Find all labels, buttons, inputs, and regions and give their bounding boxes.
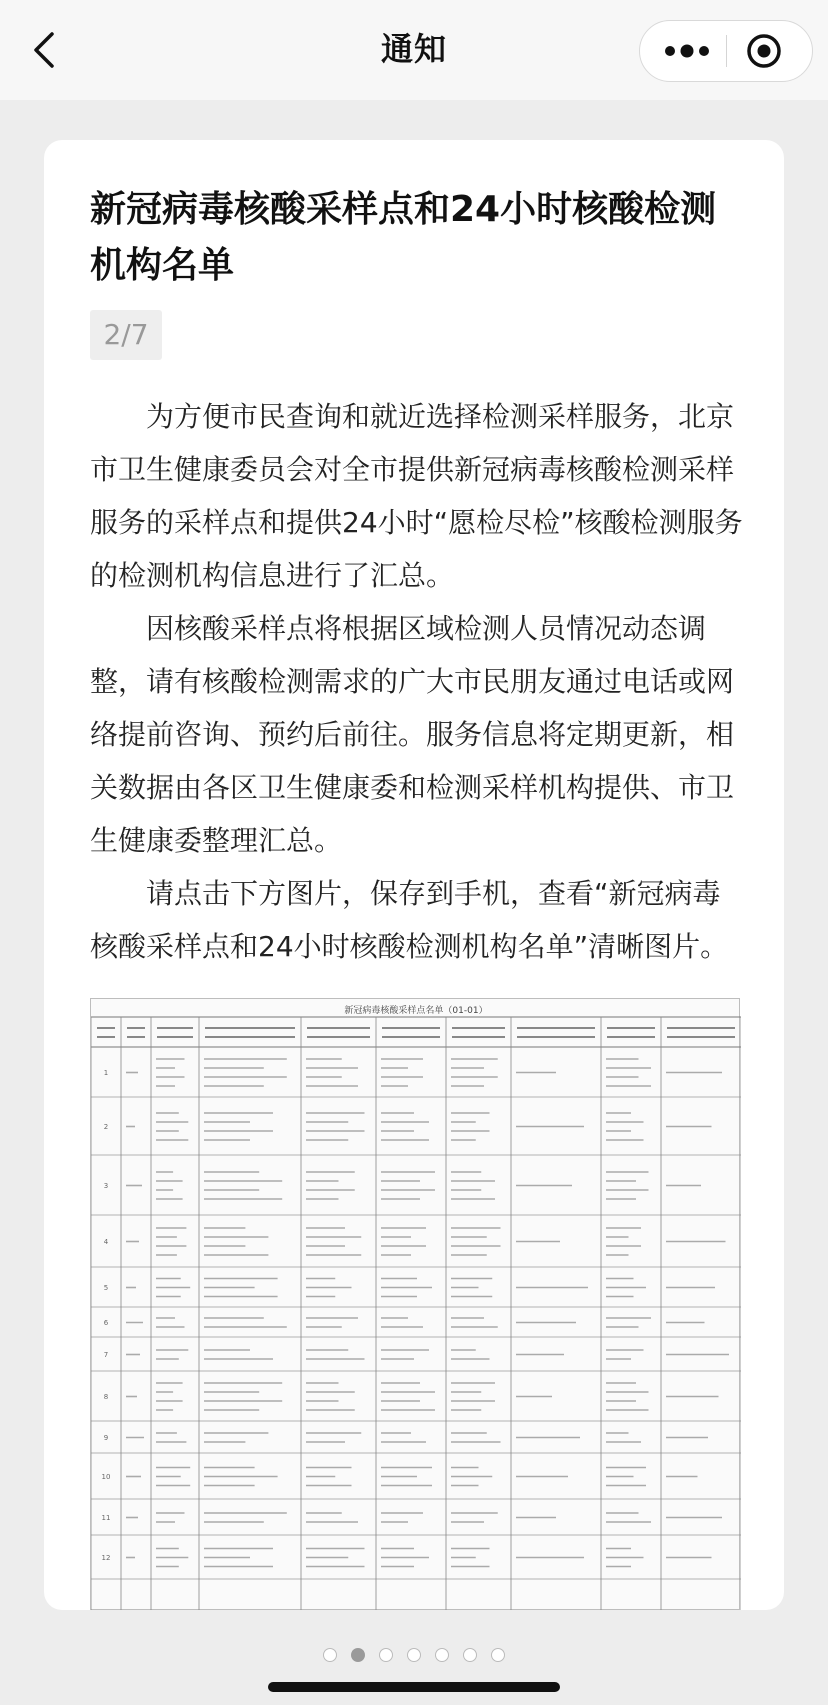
- nav-title: 通知: [380, 30, 447, 68]
- capsule-divider: [726, 35, 727, 67]
- table-row-number: 2: [103, 1123, 109, 1131]
- pager-dot[interactable]: [435, 1648, 449, 1662]
- top-nav-bar: [0, 0, 828, 100]
- table-row-number: 9: [103, 1434, 109, 1442]
- document-table-image[interactable]: [90, 998, 740, 1610]
- table-row-number: 12: [101, 1554, 111, 1562]
- table-row-number: 11: [101, 1514, 111, 1522]
- paragraph: 为方便市民查询和就近选择检测采样服务，北京市卫生健康委员会对全市提供新冠病毒核酸检测采样服务的采样点和提供24小时“愿检尽检”核酸检测服务的检测机构信息进行了汇总。: [90, 400, 743, 592]
- article-card: [44, 140, 784, 1610]
- pager-dot[interactable]: [351, 1648, 365, 1662]
- home-indicator[interactable]: [268, 1682, 560, 1692]
- paragraph: 因核酸采样点将根据区域检测人员情况动态调整，请有核酸检测需求的广大市民朋友通过电话或网络提前咨询、预约后前往。服务信息将定期更新，相关数据由各区卫生健康委和检测采样机构提供、市卫生健康委整理汇总。: [90, 612, 735, 857]
- pager-dot[interactable]: [407, 1648, 421, 1662]
- pager-dot[interactable]: [379, 1648, 393, 1662]
- page-indicator-badge: 2/7: [90, 310, 162, 360]
- pager-dot[interactable]: [491, 1648, 505, 1662]
- table-rows: [102, 1059, 729, 1567]
- mini-program-capsule: [639, 20, 813, 82]
- more-dots-icon[interactable]: [662, 37, 712, 65]
- table-row-number: 4: [103, 1238, 109, 1246]
- table-row-number: 1: [103, 1069, 109, 1077]
- pager-dot[interactable]: [463, 1648, 477, 1662]
- pager-dot[interactable]: [323, 1648, 337, 1662]
- table-row-number: 8: [103, 1393, 109, 1401]
- table-row-number: 10: [101, 1473, 111, 1481]
- article-body: [90, 390, 746, 973]
- table-grid: [91, 1017, 741, 1610]
- table-row-number: 3: [103, 1182, 109, 1190]
- paragraph: 请点击下方图片，保存到手机，查看“新冠病毒核酸采样点和24小时核酸检测机构名单”清晰图片。: [90, 877, 729, 963]
- pager-dots: [0, 1648, 828, 1666]
- close-target-icon[interactable]: [746, 33, 782, 69]
- table-image-drawing: [91, 999, 741, 1610]
- table-row-number: 6: [103, 1319, 109, 1327]
- table-row-number: 7: [103, 1351, 109, 1359]
- article-title: 新冠病毒核酸采样点和24小时核酸检测机构名单: [90, 189, 717, 286]
- table-caption: 新冠病毒核酸采样点名单（01-01）: [344, 1006, 488, 1016]
- table-row-number: 5: [103, 1284, 109, 1292]
